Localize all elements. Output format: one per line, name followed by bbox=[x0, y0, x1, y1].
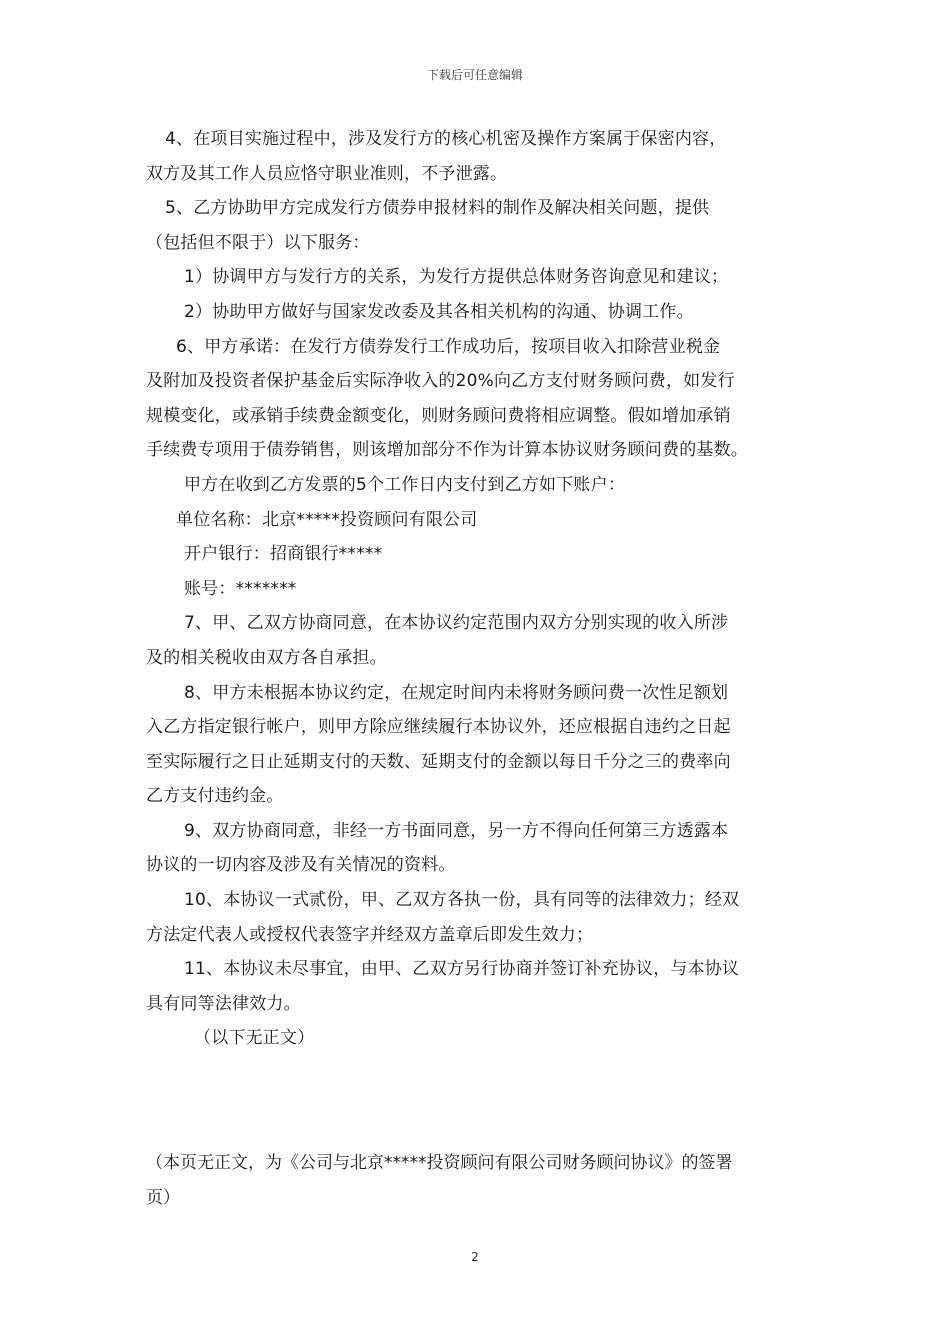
clause-11-line-2: 具有同等法律效力。 bbox=[146, 993, 301, 1014]
page-header: 下载后可任意编辑 bbox=[426, 68, 523, 82]
account-company-name: 单位名称：北京*****投资顾问有限公司 bbox=[176, 509, 478, 530]
clause-9-line-2: 协议的一切内容及涉及有关情况的资料。 bbox=[146, 855, 456, 876]
signature-page-note bbox=[146, 1146, 808, 1215]
clause-8-line-4: 乙方支付违约金。 bbox=[146, 786, 284, 807]
clause-4-line-1: 4、在项目实施过程中，涉及发行方的核心机密及操作方案属于保密内容， bbox=[165, 129, 727, 149]
clause-6-line-2: 及附加及投资者保护基金后实际净收入的20%向乙方支付财务顾问费，如发行 bbox=[146, 371, 735, 392]
account-bank: 开户银行：招商银行***** bbox=[184, 544, 383, 565]
service-item-1: 1）协调甲方与发行方的关系，为发行方提供总体财务咨询意见和建议； bbox=[184, 267, 729, 288]
clause-6-line-3: 规模变化，或承销手续费金额变化，则财务顾问费将相应调整。假如增加承销 bbox=[146, 405, 731, 426]
signature-note-line-2: 页） bbox=[146, 1187, 180, 1208]
agreement-body bbox=[146, 122, 808, 1056]
service-item-2: 2）协助甲方做好与国家发改委及其各相关机构的沟通、协调工作。 bbox=[184, 301, 694, 322]
clause-8-line-1: 8、甲方未根据本协议约定，在规定时间内未将财务顾问费一次性足额划 bbox=[184, 682, 729, 703]
no-further-text: （以下无正文） bbox=[194, 1028, 315, 1049]
clause-8-line-2: 入乙方指定银行帐户，则甲方除应继续履行本协议外，还应根据自违约之日起 bbox=[146, 717, 731, 738]
clause-10-line-2: 方法定代表人或授权代表签字并经双方盖章后即发生效力； bbox=[146, 924, 594, 945]
clause-6-line-4: 手续费专项用于债券销售，则该增加部分不作为计算本协议财务顾问费的基数。 bbox=[146, 440, 748, 461]
clause-8-line-3: 至实际履行之日止延期支付的天数、延期支付的金额以每日千分之三的费率向 bbox=[146, 751, 731, 772]
payment-instruction: 甲方在收到乙方发票的5个工作日内支付到乙方如下账户： bbox=[184, 474, 626, 495]
clause-5-line-1: 5、乙方协助甲方完成发行方债券申报材料的制作及解决相关问题，提供 bbox=[165, 198, 710, 219]
signature-note-line-1: （本页无正文，为《公司与北京*****投资顾问有限公司财务顾问协议》的签署 bbox=[146, 1153, 733, 1173]
clause-5-line-2: （包括但不限于）以下服务： bbox=[146, 232, 370, 253]
clause-7-line-1: 7、甲、乙双方协商同意，在本协议约定范围内双方分别实现的收入所涉 bbox=[184, 613, 729, 634]
clause-11-line-1: 11、本协议未尽事宜，由甲、乙双方另行协商并签订补充协议，与本协议 bbox=[184, 959, 740, 980]
page-number: 2 bbox=[471, 1250, 479, 1264]
account-number: 账号：******* bbox=[184, 578, 297, 599]
clause-6-line-1: 6、甲方承诺：在发行方债券发行工作成功后，按项目收入扣除营业税金 bbox=[176, 336, 721, 357]
clause-9-line-1: 9、双方协商同意，非经一方书面同意，另一方不得向任何第三方透露本 bbox=[184, 820, 729, 841]
clause-10-line-1: 10、本协议一式贰份，甲、乙双方各执一份，具有同等的法律效力；经双 bbox=[184, 890, 740, 911]
clause-7-line-2: 及的相关税收由双方各自承担。 bbox=[146, 647, 387, 668]
clause-4-line-2: 双方及其工作人员应恪守职业准则，不予泄露。 bbox=[146, 163, 508, 184]
